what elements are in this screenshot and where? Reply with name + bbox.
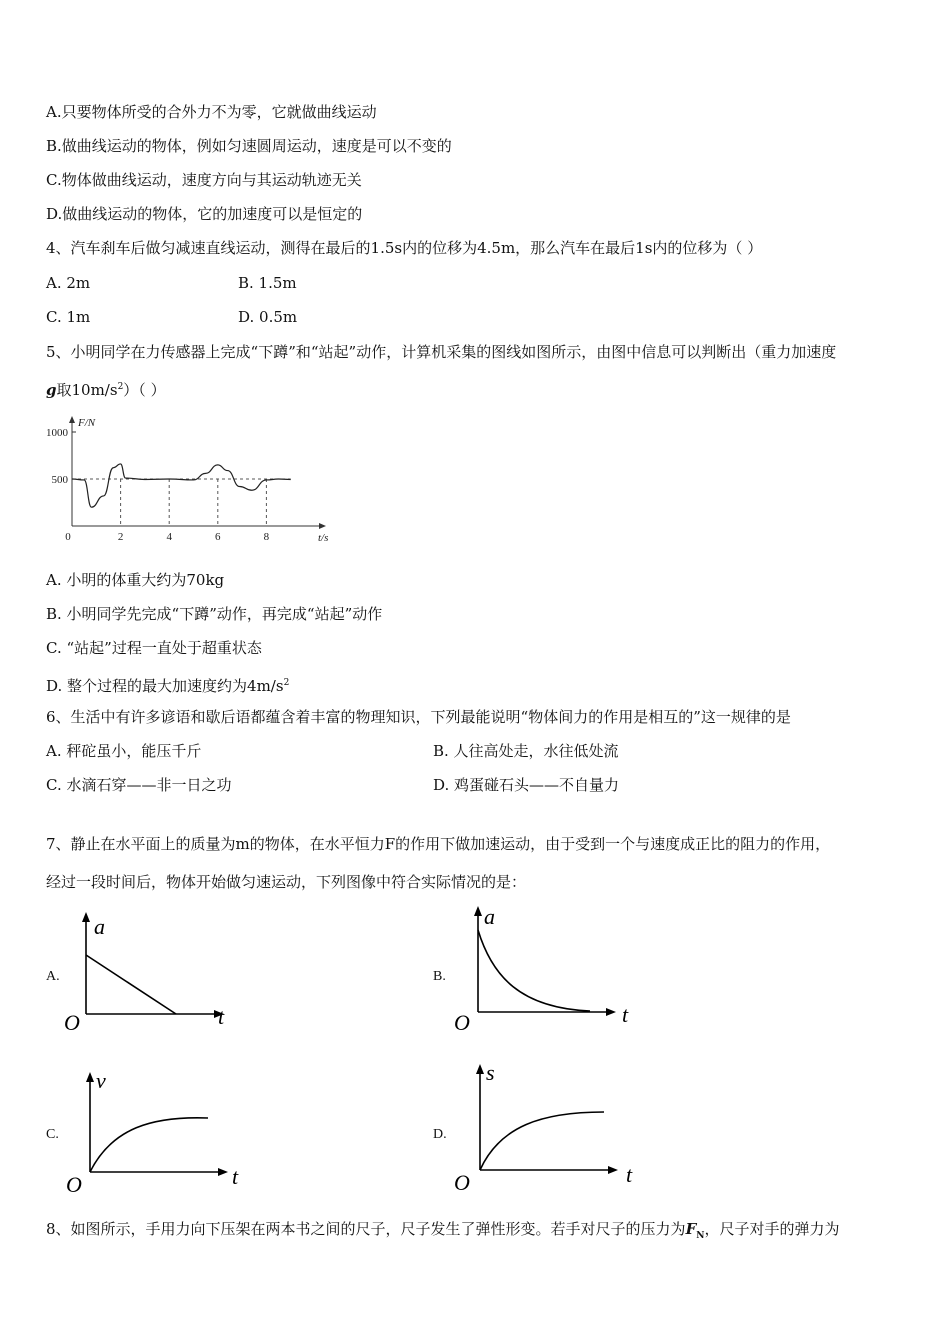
q4-option-d: D. 0.5m bbox=[238, 308, 298, 326]
q7-label-a: A. bbox=[46, 969, 60, 984]
q8-stem-post: ，尺子对手的弹力为 bbox=[704, 1220, 840, 1238]
q7-graph-a bbox=[60, 910, 250, 1040]
q7-graph-d-xlabel: t bbox=[626, 1162, 633, 1187]
q7-graph-b bbox=[450, 904, 640, 1034]
q7-graph-a-line bbox=[86, 955, 176, 1014]
q8-stem-pre: 8、如图所示，手用力向下压架在两本书之间的尺子，尺子发生了弹性形变。若手对尺子的压力为 bbox=[46, 1220, 686, 1238]
q4-option-c: C. 1m bbox=[46, 308, 91, 326]
q7-graph-d bbox=[452, 1060, 642, 1195]
q6-stem: 6、生活中有许多谚语和歇后语都蕴含着丰富的物理知识，下列最能说明“物体间力的作用是相互的”这一规律的是 bbox=[46, 708, 791, 726]
q7-graph-d-curve bbox=[480, 1112, 604, 1170]
q7-graph-c-ylabel: v bbox=[96, 1068, 106, 1093]
q6-option-c: C. 水滴石穿——非一日之功 bbox=[46, 776, 232, 794]
q7-graph-c-origin: O bbox=[66, 1172, 82, 1197]
q4-option-b: B. 1.5m bbox=[238, 274, 297, 292]
y-axis-arrow bbox=[69, 416, 75, 423]
q5-option-d-sup: 2 bbox=[283, 678, 290, 688]
q3-option-c: C.物体做曲线运动，速度方向与其运动轨迹无关 bbox=[46, 171, 362, 189]
q7-label-d: D. bbox=[433, 1127, 447, 1142]
q5-option-d-text: D. 整个过程的最大加速度约为4m/s bbox=[46, 677, 284, 695]
q8-fn-sub: N bbox=[696, 1231, 705, 1241]
x-tick-label: 6 bbox=[215, 531, 221, 543]
q5-stem-line1: 5、小明同学在力传感器上完成“下蹲”和“站起”动作，计算机采集的图线如图所示，由图中信息可以判断出（重力加速度 bbox=[46, 343, 837, 361]
q7-graph-c-curve bbox=[90, 1118, 208, 1172]
q7-graph-a-ylabel: a bbox=[94, 914, 105, 939]
q5-stem-line2 bbox=[46, 377, 166, 400]
q7-stem-line1: 7、静止在水平面上的质量为m的物体，在水平恒力F的作用下做加速运动，由于受到一个与速度成正比的阻力的作用， bbox=[46, 835, 831, 853]
q7-graph-b-curve bbox=[478, 930, 590, 1011]
q7-graph-a-origin: O bbox=[64, 1010, 80, 1035]
x-axis-label: t/s bbox=[318, 532, 329, 544]
q7-graph-d-ylabel: s bbox=[486, 1060, 495, 1085]
force-time-chart bbox=[40, 410, 340, 545]
q6-option-a: A. 秤砣虽小，能压千斤 bbox=[46, 742, 202, 760]
x-axis-arrow bbox=[319, 523, 326, 529]
q8-fn-symbol: F bbox=[685, 1220, 697, 1238]
q5-stem-sup: 2 bbox=[117, 382, 124, 392]
q7-label-b: B. bbox=[433, 969, 446, 984]
q4-stem: 4、汽车刹车后做匀减速直线运动，测得在最后的1.5s内的位移为4.5m，那么汽车在最后1s内的位移为（ ） bbox=[46, 239, 763, 257]
q8-stem bbox=[46, 1219, 839, 1246]
q7-graph-b-ylabel: a bbox=[484, 904, 495, 929]
q3-option-a: A.只要物体所受的合外力不为零，它就做曲线运动 bbox=[46, 103, 377, 121]
q7-graph-a-xlabel: t bbox=[218, 1004, 225, 1029]
q7-graph-d-origin: O bbox=[454, 1170, 470, 1195]
q6-option-d: D. 鸡蛋碰石头——不自量力 bbox=[433, 776, 620, 794]
q5-option-c: C. “站起”过程一直处于超重状态 bbox=[46, 639, 262, 657]
q5-option-d bbox=[46, 673, 289, 696]
q7-stem-line2: 经过一段时间后，物体开始做匀速运动，下列图像中符合实际情况的是： bbox=[46, 873, 527, 891]
q3-option-d: D.做曲线运动的物体，它的加速度可以是恒定的 bbox=[46, 205, 363, 223]
q7-graph-c-xlabel: t bbox=[232, 1164, 239, 1189]
q5-option-b: B. 小明同学先完成“下蹲”动作，再完成“站起”动作 bbox=[46, 605, 383, 623]
q7-graph-b-origin: O bbox=[454, 1010, 470, 1035]
q5-option-a: A. 小明的体重大约为70kg bbox=[46, 571, 225, 589]
q7-label-c: C. bbox=[46, 1127, 59, 1142]
x-tick-label: 0 bbox=[65, 531, 71, 543]
y-tick-label: 1000 bbox=[46, 427, 68, 439]
x-tick-label: 4 bbox=[166, 531, 172, 543]
x-tick-label: 8 bbox=[263, 531, 270, 543]
q5-stem-end: ）（ ） bbox=[123, 381, 166, 399]
q4-option-a: A. 2m bbox=[46, 274, 91, 292]
x-tick-label: 2 bbox=[117, 531, 124, 543]
q5-g-symbol: g bbox=[46, 381, 57, 399]
q6-option-b: B. 人往高处走，水往低处流 bbox=[433, 742, 619, 760]
y-axis-label: F/N bbox=[78, 417, 96, 429]
y-tick-label: 500 bbox=[51, 474, 68, 486]
q5-stem-text: 取10m/s bbox=[56, 381, 118, 399]
q7-graph-c bbox=[62, 1068, 252, 1198]
q7-graph-b-xlabel: t bbox=[622, 1002, 629, 1027]
q3-option-b: B.做曲线运动的物体，例如匀速圆周运动，速度是可以不变的 bbox=[46, 137, 452, 155]
force-curve bbox=[72, 464, 291, 507]
